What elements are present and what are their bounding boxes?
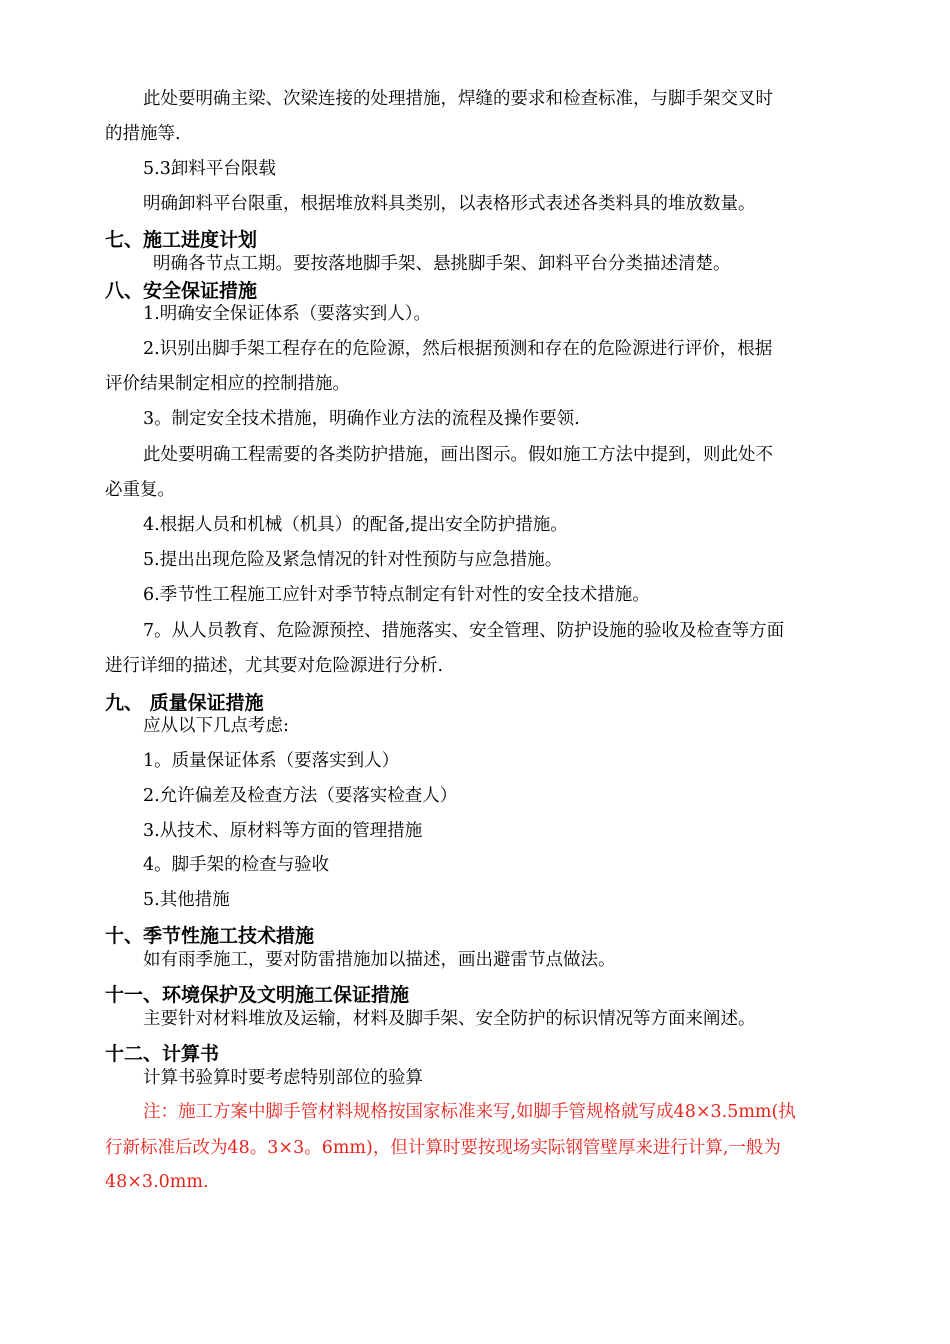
section-heading-12: 十二、计算书 — [105, 1043, 220, 1065]
section-heading-8: 八、安全保证措施 — [105, 280, 258, 302]
list-item: 1。质量保证体系（要落实到人） — [143, 751, 400, 771]
paragraph-line: 此处要明确工程需要的各类防护措施，画出图示。假如施工方法中提到，则此处不 — [143, 445, 773, 465]
list-item: 4.根据人员和机械（机具）的配备,提出安全防护措施。 — [143, 515, 568, 535]
paragraph-line: 明确各节点工期。要按落地脚手架、悬挑脚手架、卸料平台分类描述清楚。 — [153, 254, 731, 274]
list-item: 4。脚手架的检查与验收 — [143, 855, 330, 875]
list-item: 7。从人员教育、危险源预控、措施落实、安全管理、防护设施的验收及检查等方面 — [143, 621, 785, 641]
list-item-continuation: 评价结果制定相应的控制措施。 — [105, 374, 350, 394]
paragraph-line: 计算书验算时要考虑特别部位的验算 — [143, 1068, 423, 1088]
paragraph-line: 必重复。 — [105, 480, 175, 500]
section-heading-9: 九、 质量保证措施 — [105, 692, 264, 714]
note-line: 48×3.0mm. — [105, 1172, 209, 1192]
section-heading-10: 十、季节性施工技术措施 — [105, 925, 315, 947]
subsection-title: 5.3卸料平台限载 — [143, 159, 276, 179]
paragraph-line: 明确卸料平台限重，根据堆放料具类别，以表格形式表述各类料具的堆放数量。 — [143, 194, 756, 214]
list-item: 1.明确安全保证体系（要落实到人）。 — [143, 304, 431, 324]
paragraph-line: 应从以下几点考虑: — [143, 716, 289, 736]
list-item: 5.提出出现危险及紧急情况的针对性预防与应急措施。 — [143, 550, 563, 570]
note-line: 行新标准后改为48。3×3。6mm)，但计算时要按现场实际钢管壁厚来进行计算,一般为 — [105, 1138, 781, 1158]
section-heading-7: 七、施工进度计划 — [105, 229, 258, 251]
section-heading-11: 十一、环境保护及文明施工保证措施 — [105, 984, 410, 1006]
note-line: 注：施工方案中脚手管材料规格按国家标准来写,如脚手管规格就写成48×3.5mm(执 — [143, 1102, 796, 1122]
paragraph-line: 此处要明确主梁、次梁连接的处理措施，焊缝的要求和检查标准，与脚手架交叉时 — [143, 89, 773, 109]
list-item: 3。制定安全技术措施，明确作业方法的流程及操作要领. — [143, 409, 580, 429]
list-item: 3.从技术、原材料等方面的管理措施 — [143, 821, 423, 841]
paragraph-line: 如有雨季施工，要对防雷措施加以描述，画出避雷节点做法。 — [143, 950, 616, 970]
list-item: 2.识别出脚手架工程存在的危险源，然后根据预测和存在的危险源进行评价，根据 — [143, 339, 773, 359]
paragraph-line: 的措施等. — [105, 124, 181, 144]
paragraph-line: 主要针对材料堆放及运输，材料及脚手架、安全防护的标识情况等方面来阐述。 — [143, 1009, 756, 1029]
list-item: 6.季节性工程施工应针对季节特点制定有针对性的安全技术措施。 — [143, 585, 650, 605]
list-item: 5.其他措施 — [143, 890, 230, 910]
list-item: 2.允许偏差及检查方法（要落实检查人） — [143, 786, 458, 806]
list-item-continuation: 进行详细的描述，尤其要对危险源进行分析. — [105, 656, 444, 676]
